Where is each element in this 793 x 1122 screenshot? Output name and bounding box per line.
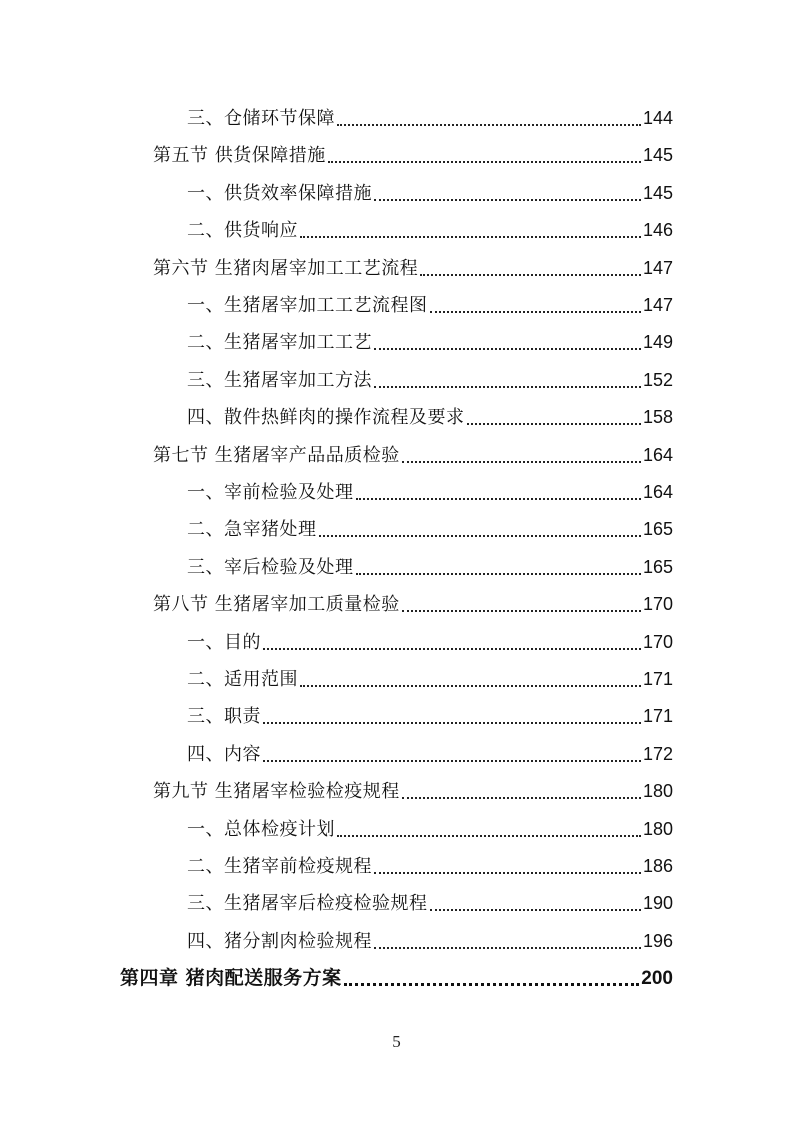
toc-entry-title: 四、内容 [187, 743, 261, 765]
toc-entry-title: 第五节 供货保障措施 [153, 145, 326, 167]
toc-entry-page: 170 [642, 594, 673, 615]
toc-entry-chapter[interactable] [120, 960, 673, 997]
toc-entry-page: 152 [642, 369, 673, 390]
toc-entry[interactable] [153, 773, 673, 810]
toc-entry-title: 三、职责 [187, 706, 261, 728]
toc-entry[interactable] [187, 362, 673, 399]
toc-entry-title: 四、散件热鲜肉的操作流程及要求 [187, 407, 465, 429]
toc-entry[interactable] [187, 212, 673, 249]
toc-entry-title: 四、猪分割肉检验规程 [187, 930, 372, 952]
toc-entry-page: 196 [642, 930, 673, 951]
page-number: 5 [392, 1032, 401, 1051]
toc-entry-page: 170 [642, 631, 673, 652]
toc-entry-title: 二、供货响应 [187, 220, 298, 242]
toc-entry-page: 149 [642, 332, 673, 353]
toc-entry-title: 二、急宰猪处理 [187, 519, 317, 541]
toc-entry[interactable] [153, 137, 673, 174]
dot-leader [402, 437, 641, 474]
toc-entry[interactable] [187, 511, 673, 548]
toc-entry-page: 145 [642, 182, 673, 203]
toc-entry[interactable] [187, 175, 673, 212]
toc-entry-title: 三、生猪屠宰后检疫检验规程 [187, 893, 428, 915]
toc-entry[interactable] [153, 437, 673, 474]
toc-entry-title: 二、适用范围 [187, 669, 298, 690]
dot-leader [300, 212, 641, 249]
dot-leader [430, 287, 641, 324]
toc-entry[interactable] [187, 624, 673, 661]
dot-leader [467, 399, 641, 436]
dot-leader [344, 960, 640, 997]
dot-leader [337, 811, 641, 848]
toc-entry-page: 172 [642, 743, 673, 764]
toc-entry-page: 200 [641, 968, 673, 990]
dot-leader [374, 175, 641, 212]
toc-entry-title: 二、生猪宰前检疫规程 [187, 856, 372, 877]
toc-entry[interactable] [187, 399, 673, 436]
dot-leader [319, 511, 641, 548]
dot-leader [374, 923, 641, 960]
dot-leader [374, 324, 641, 361]
toc-entry[interactable] [187, 474, 673, 511]
toc-entry-title: 一、目的 [187, 631, 261, 653]
dot-leader [356, 549, 641, 586]
toc-entry-title: 一、生猪屠宰加工工艺流程图 [187, 295, 428, 316]
toc-entry-page: 164 [642, 444, 673, 465]
toc-entry-title: 一、供货效率保障措施 [187, 182, 372, 204]
toc-entry-title: 三、宰后检验及处理 [187, 556, 354, 578]
dot-leader [402, 586, 641, 623]
toc-entry-title: 三、生猪屠宰加工方法 [187, 369, 372, 391]
toc-entry-page: 147 [642, 295, 673, 315]
toc-entry-title: 三、仓储环节保障 [187, 108, 335, 129]
toc-entry-page: 164 [642, 482, 673, 502]
toc-entry[interactable] [187, 287, 673, 324]
toc-entry-page: 186 [642, 856, 673, 876]
toc-entry-page: 145 [642, 145, 673, 166]
toc-entry-page: 146 [642, 220, 673, 241]
toc-entry[interactable] [187, 698, 673, 735]
toc-entry-title: 一、总体检疫计划 [187, 818, 335, 840]
toc-entry-page: 144 [642, 108, 673, 128]
toc-entry[interactable] [187, 324, 673, 361]
dot-leader [402, 773, 641, 810]
dot-leader [356, 474, 641, 511]
dot-leader [337, 100, 641, 137]
toc-entry-page: 158 [642, 407, 673, 428]
dot-leader [328, 137, 641, 174]
dot-leader [263, 698, 641, 735]
toc-entry-page: 190 [642, 893, 673, 914]
toc-entry-page: 165 [642, 519, 673, 540]
dot-leader [374, 362, 641, 399]
toc-entry-page: 171 [642, 669, 673, 689]
toc-entry[interactable] [153, 250, 673, 287]
toc-entry-title: 二、生猪屠宰加工工艺 [187, 332, 372, 354]
toc-entry[interactable] [187, 811, 673, 848]
toc-entry-title: 第八节 生猪屠宰加工质量检验 [153, 594, 400, 616]
toc-entry-page: 165 [642, 556, 673, 577]
toc-entry[interactable] [187, 848, 673, 885]
toc-entry-page: 147 [642, 257, 673, 278]
toc-entry[interactable] [187, 100, 673, 137]
toc-entry-title: 第六节 生猪肉屠宰加工工艺流程 [153, 257, 419, 279]
toc-entry-page: 180 [642, 781, 673, 802]
toc-entry[interactable] [187, 549, 673, 586]
toc-entry[interactable] [153, 586, 673, 623]
toc-entry[interactable] [187, 661, 673, 698]
toc-entry[interactable] [187, 736, 673, 773]
dot-leader [300, 661, 641, 698]
toc-entry-title: 第七节 生猪屠宰产品品质检验 [153, 444, 400, 466]
dot-leader [430, 885, 641, 922]
toc-entry-title: 第四章 猪肉配送服务方案 [120, 967, 342, 990]
dot-leader [263, 736, 641, 773]
dot-leader [263, 624, 641, 661]
dot-leader [374, 848, 641, 885]
toc-entry-title: 第九节 生猪屠宰检验检疫规程 [153, 781, 400, 803]
toc-entry-title: 一、宰前检验及处理 [187, 482, 354, 503]
toc-entry-page: 180 [642, 818, 673, 839]
toc-entry[interactable] [187, 923, 673, 960]
dot-leader [420, 250, 641, 287]
toc-entry-page: 171 [642, 706, 673, 727]
toc-entry[interactable] [187, 885, 673, 922]
